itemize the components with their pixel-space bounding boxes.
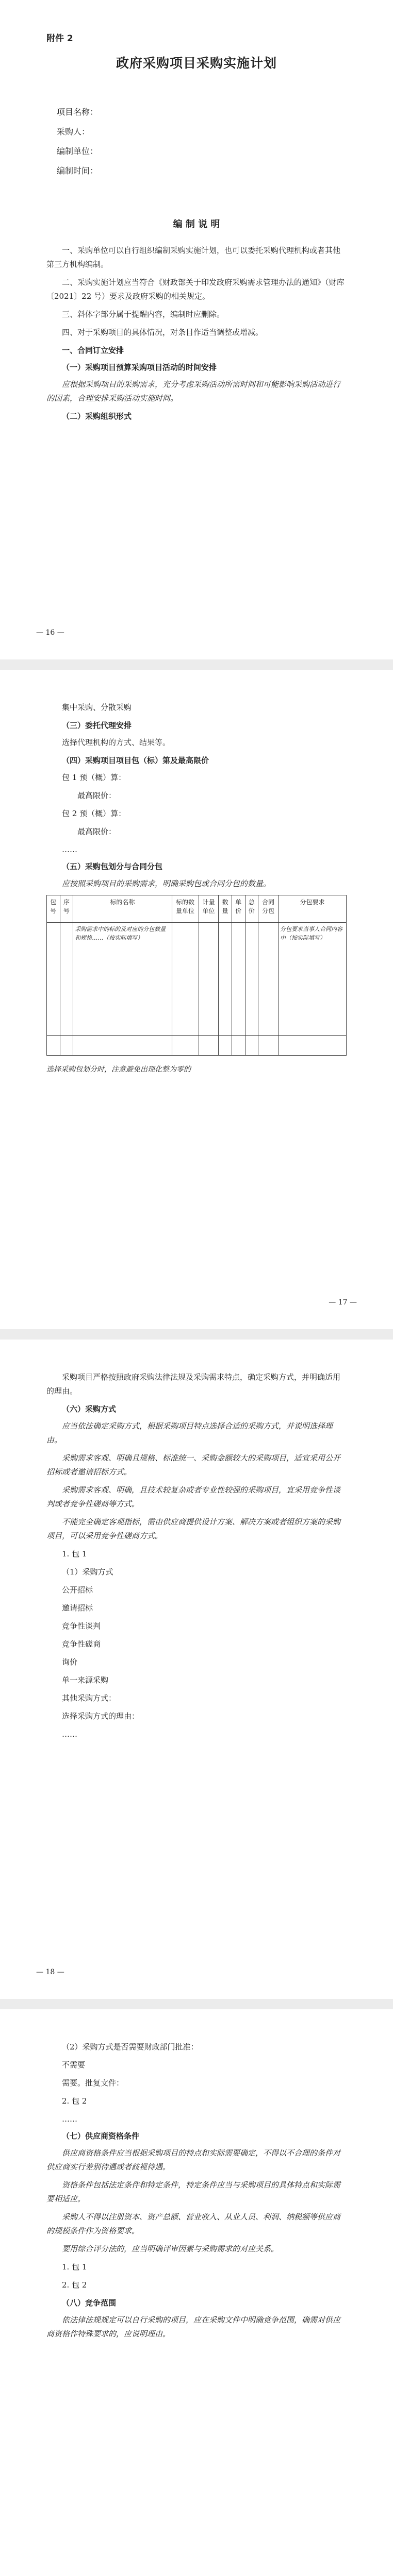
agency-text: 选择代理机构的方式、结果等。 xyxy=(62,738,171,747)
method-item: 公开招标 xyxy=(62,1585,93,1595)
table-cell xyxy=(232,1036,245,1056)
meta-block xyxy=(57,103,347,181)
p3-text-3: 采购需求客观、明确且规格、标准统一、采购金额较大的采购项目，适宜采用公开招标或者邀请招标方式。 xyxy=(46,1453,341,1477)
annex-label: 附件 2 xyxy=(46,33,73,44)
col-header: 包号 xyxy=(47,895,60,923)
table-cell xyxy=(60,1036,73,1056)
table-row xyxy=(47,1036,347,1056)
method-item: 其他采购方式： xyxy=(62,1693,117,1703)
table-cell xyxy=(258,1036,279,1056)
note-1: 一、采购单位可以自行组织编制采购实施计划，也可以委托采购代理机构或者其他第三方机构编制。 xyxy=(46,246,341,269)
page-gap xyxy=(0,1329,393,1340)
p2-line1: 集中采购、分散采购 xyxy=(62,703,132,712)
note-2: 二、采购实施计划应当符合《财政部关于印发政府采购需求管理办法的通知》（财库〔2021〕22 号）要求及政府采购的相关规定。 xyxy=(46,278,345,301)
col-header: 分包要求 xyxy=(279,895,347,923)
ellipsis: …… xyxy=(62,1730,77,1739)
heading-contract: 一、合同订立安排 xyxy=(62,346,124,355)
table-cell xyxy=(219,923,232,1036)
table-cell xyxy=(47,923,60,1036)
note-3: 三、斜体字部分属于提醒内容，编制时应删除。 xyxy=(62,310,225,319)
table-cell xyxy=(258,923,279,1036)
page-4 xyxy=(0,2009,393,2576)
p4-text-5: 依法律法规规定可以自行采购的项目，应在采购文件中明确竞争范围，确需对供应商资格作特殊要求的，应说明理由。 xyxy=(46,2315,341,2338)
meta-project: 项目名称： xyxy=(57,107,99,117)
method-item: 竞争性谈判 xyxy=(62,1621,101,1631)
heading-qualification: （七）供应商资格条件 xyxy=(62,2131,140,2141)
section-title: 编 制 说 明 xyxy=(173,219,220,230)
meta-date: 编制时间： xyxy=(57,166,99,176)
heading-method: （六）采购方式 xyxy=(62,1404,117,1414)
method-reason: 选择采购方式的理由： xyxy=(62,1711,140,1721)
page-gap xyxy=(0,659,393,670)
heading-packages: （五）采购包划分与合同分包 xyxy=(62,862,163,871)
table-cell xyxy=(172,1036,199,1056)
col-header: 标的数量单位 xyxy=(172,895,199,923)
p3-text-2: 应当依法确定采购方式，根据采购项目特点选择合适的采购方式，并说明选择理由。 xyxy=(46,1421,333,1445)
table-cell xyxy=(279,1036,347,1056)
ellipsis: …… xyxy=(62,845,77,854)
table-cell-req: 分包要求当事人合同内容中（按实际填写） xyxy=(279,923,347,1036)
table-cell xyxy=(172,923,199,1036)
approval-no: 不需要 xyxy=(62,2060,86,2070)
col-header: 标的名称 xyxy=(73,895,172,923)
method-item: 询价 xyxy=(62,1657,78,1667)
table-cell xyxy=(245,1036,258,1056)
table-cell xyxy=(199,923,219,1036)
p4-text-2: 资格条件包括法定条件和特定条件，特定条件应当与采购项目的具体特点和实际需要相适应。 xyxy=(46,2180,341,2204)
approval-question: （2）采购方式是否需要财政部门批准： xyxy=(62,2042,199,2052)
p3-text-1: 采购项目严格按照政府采购法律法规及采购需求特点，确定采购方式，并明确适用的理由。 xyxy=(46,1372,341,1396)
page-1 xyxy=(0,0,393,659)
page-4-body xyxy=(0,2009,393,2341)
heading-budget: （四）采购项目项目包（标）第及最高限价 xyxy=(62,756,209,765)
p4-text-3: 采购人不得以注册资本、资产总额、营业收入、从业人员、利润、纳税额等供应商的规模条件作为资格要求。 xyxy=(46,2212,341,2235)
package-2-label: 2. 包 2 xyxy=(62,2096,87,2106)
heading-timeline: （一）采购项目预算采购项目活动的时间安排 xyxy=(62,363,217,372)
method-item: 邀请招标 xyxy=(62,1603,93,1613)
table-cell xyxy=(219,1036,232,1056)
document-title: 政府采购项目采购实施计划 xyxy=(116,56,277,71)
page-number: — 18 — xyxy=(36,1968,64,1976)
meta-org: 编制单位： xyxy=(57,146,99,156)
col-header: 总价 xyxy=(245,895,258,923)
package-2-label: 2. 包 2 xyxy=(62,2280,87,2290)
ellipsis: …… xyxy=(62,2114,77,2124)
budget-2: 包 2 预（概）算： xyxy=(62,809,126,818)
method-item: 竞争性磋商 xyxy=(62,1639,101,1649)
col-header: 数量 xyxy=(219,895,232,923)
table-cell xyxy=(199,1036,219,1056)
heading-agency: （三）委托代理安排 xyxy=(62,721,132,730)
approval-yes: 需要。批复文件： xyxy=(62,2078,124,2088)
page-number: — 16 — xyxy=(36,629,64,637)
p3-text-4: 采购需求客观、明确，且技术较复杂或者专业性较强的采购项目，宜采用竞争性谈判或者竞争性磋商等方式。 xyxy=(46,1485,341,1509)
table-cell xyxy=(60,923,73,1036)
page-3-body xyxy=(0,1340,393,1741)
col-header: 序号 xyxy=(60,895,73,923)
table-note: 选择采购包划分时，注意避免出现化整为零的 xyxy=(46,1065,191,1074)
page-2 xyxy=(0,670,393,1329)
package-1-label: 1. 包 1 xyxy=(62,1549,87,1558)
timeline-text: 应根据采购项目的采购需求，充分考虑采购活动所需时间和可能影响采购活动进行的因素，合理安排采购活动实施时间。 xyxy=(46,380,341,403)
page-3 xyxy=(0,1340,393,1999)
heading-competition: （八）竞争范围 xyxy=(62,2298,117,2308)
p4-text-1: 供应商资格条件应当根据采购项目的特点和实际需要确定，不得以不合理的条件对供应商实行差别待遇或者歧视待遇。 xyxy=(46,2148,341,2172)
page-gap xyxy=(0,1999,393,2009)
table-cell xyxy=(245,923,258,1036)
table-cell xyxy=(232,923,245,1036)
package-1-label: 1. 包 1 xyxy=(62,2262,87,2272)
table-row xyxy=(47,923,347,1036)
limit-2: 最高限价： xyxy=(77,827,117,836)
table-cell xyxy=(73,1036,172,1056)
table-header-row xyxy=(47,895,347,923)
table-cell xyxy=(47,1036,60,1056)
method-item: 单一来源采购 xyxy=(62,1675,109,1685)
limit-1: 最高限价： xyxy=(77,791,117,800)
col-header: 计量单位 xyxy=(199,895,219,923)
col-header: 单价 xyxy=(232,895,245,923)
p3-text-5: 不能完全确定客观指标，需由供应商提供设计方案、解决方案或者组织方案的采购项目，可以采用竞争性磋商方式。 xyxy=(46,1517,341,1540)
col-header: 合同分包 xyxy=(258,895,279,923)
page-number: — 17 — xyxy=(329,1298,357,1307)
budget-1: 包 1 预（概）算： xyxy=(62,773,126,782)
p4-text-4: 要用综合评分法的，应当明确评审因素与采购需求的对应关系。 xyxy=(62,2244,279,2253)
page-2-body xyxy=(0,670,393,1074)
package-table xyxy=(46,895,347,1056)
table-cell-note: 采购需求中的标的及对应的分包数量和规格……（按实际填写） xyxy=(73,923,172,1036)
packages-text: 应按照采购项目的采购需求，明确采购包或合同分包的数量。 xyxy=(62,879,271,888)
meta-purchaser: 采购人： xyxy=(57,127,90,137)
note-4: 四、对于采购项目的具体情况，对条目作适当调整或增减。 xyxy=(62,328,264,337)
methods-title: （1）采购方式 xyxy=(62,1567,113,1577)
page-1-body xyxy=(0,0,393,423)
heading-org-form: （二）采购组织形式 xyxy=(62,412,132,421)
